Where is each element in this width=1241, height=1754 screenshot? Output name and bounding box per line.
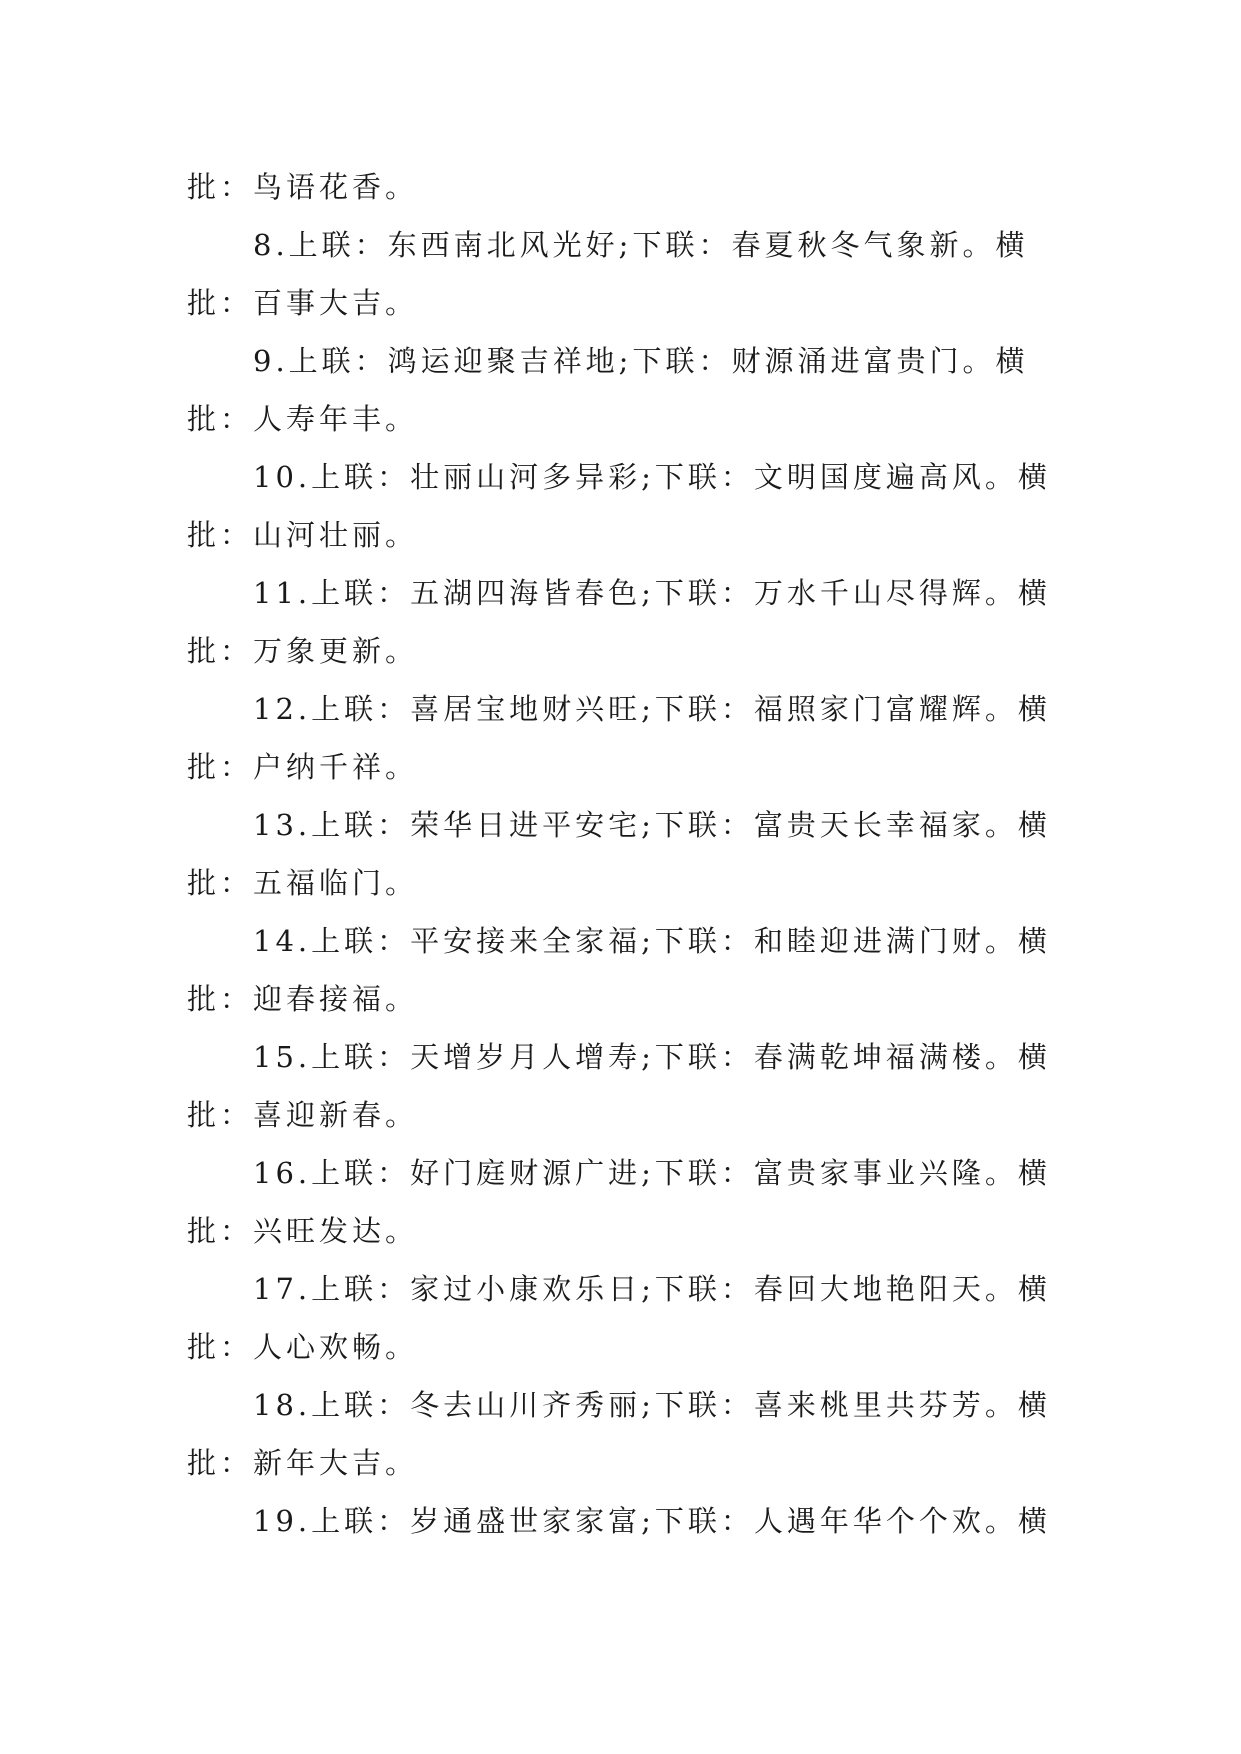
text-line: 批：兴旺发达。 (187, 1214, 419, 1248)
text-line: 批：新年大吉。 (187, 1446, 419, 1480)
text-line: 批：山河壮丽。 (187, 518, 419, 552)
text-line: 批：五福临门。 (187, 866, 419, 900)
text-line: 9.上联：鸿运迎聚吉祥地;下联：财源涌进富贵门。横 (253, 344, 1029, 378)
text-line: 15.上联：天增岁月人增寿;下联：春满乾坤福满楼。横 (253, 1040, 1051, 1074)
text-line: 批：人寿年丰。 (187, 402, 419, 436)
text-line: 批：人心欢畅。 (187, 1330, 419, 1364)
text-line: 11.上联：五湖四海皆春色;下联：万水千山尽得辉。横 (253, 576, 1051, 610)
text-line: 批：户纳千祥。 (187, 750, 419, 784)
text-line: 批：迎春接福。 (187, 982, 419, 1016)
text-line: 16.上联：好门庭财源广进;下联：富贵家事业兴隆。横 (253, 1156, 1051, 1190)
text-line: 8.上联：东西南北风光好;下联：春夏秋冬气象新。横 (253, 228, 1029, 262)
text-line: 10.上联：壮丽山河多异彩;下联：文明国度遍高风。横 (253, 460, 1051, 494)
text-line: 12.上联：喜居宝地财兴旺;下联：福照家门富耀辉。横 (253, 692, 1051, 726)
text-line: 18.上联：冬去山川齐秀丽;下联：喜来桃里共芬芳。横 (253, 1388, 1051, 1422)
text-line: 批：鸟语花香。 (187, 170, 419, 204)
text-line: 17.上联：家过小康欢乐日;下联：春回大地艳阳天。横 (253, 1272, 1051, 1306)
text-line: 批：百事大吉。 (187, 286, 419, 320)
document-body (187, 158, 1057, 1550)
text-line: 14.上联：平安接来全家福;下联：和睦迎进满门财。横 (253, 924, 1051, 958)
text-line: 19.上联：岁通盛世家家富;下联：人遇年华个个欢。横 (253, 1504, 1051, 1538)
text-line: 13.上联：荣华日进平安宅;下联：富贵天长幸福家。横 (253, 808, 1051, 842)
text-line: 批：万象更新。 (187, 634, 419, 668)
text-line: 批：喜迎新春。 (187, 1098, 419, 1132)
